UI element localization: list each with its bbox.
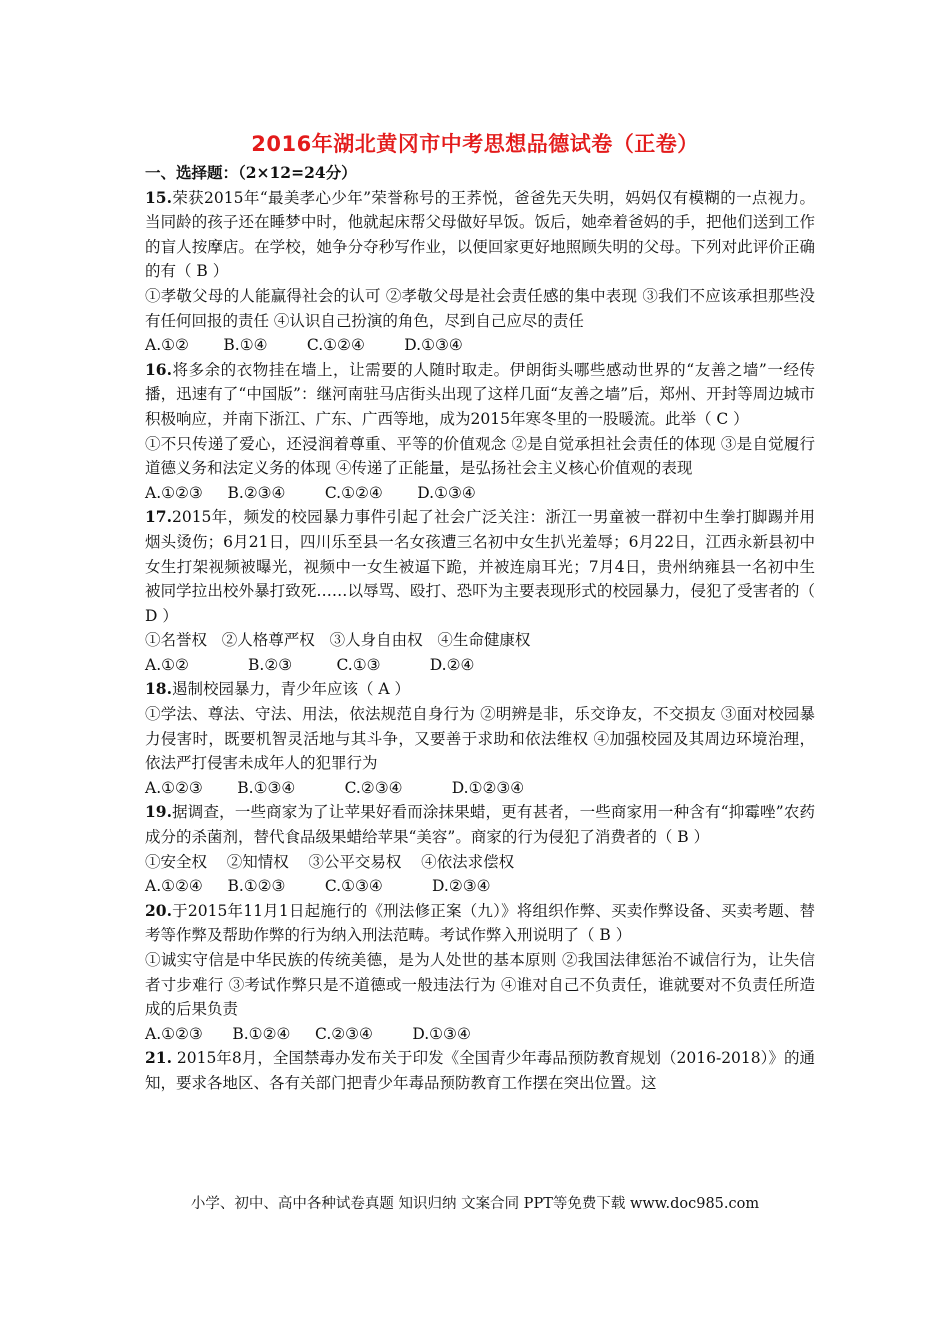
question-stem: 据调查，一些商家为了让苹果好看而涂抹果蜡，更有甚者，一些商家用一种含有“抑霉唑”农药成分的杀菌剂，替代食品级果蜡给苹果“美容”。商家的行为侵犯了消费者的（ B ） xyxy=(145,803,815,847)
question-statements: ①诚实守信是中华民族的传统美德，是为人处世的基本原则 ②我国法律惩治不诚信行为，让失信者寸步难行 ③考试作弊只是不道德或一般违法行为 ④谁对自己不负责任，谁就要对不负责任所造成的后果负责 xyxy=(145,951,815,1019)
question-stem: 于2015年11月1日起施行的《刑法修正案（九）》将组织作弊、买卖作弊设备、买卖考题、替考等作弊及帮助作弊的行为纳入刑法范畴。考试作弊入刑说明了（ B ） xyxy=(145,901,815,945)
question-options: A.①②③ B.①③④ C.②③④ D.①②③④ xyxy=(145,778,525,797)
question-statements: ①孝敬父母的人能赢得社会的认可 ②孝敬父母是社会责任感的集中表现 ③我们不应该承担那些没有任何回报的责任 ④认识自己扮演的角色，尽到自己应尽的责任 xyxy=(145,286,815,330)
question-16 xyxy=(145,358,815,506)
question-number: 19. xyxy=(145,802,172,822)
question-stem: 2015年，频发的校园暴力事件引起了社会广泛关注：浙江一男童被一群初中生拳打脚踢并用烟头烫伤；6月21日，四川乐至县一名女孩遭三名初中女生扒光羞辱；6月22日，江西永新县初中女生打架视频被曝光，视频中一女生被逼下跪，并被连扇耳光；7月4日，贵州纳雍县一名初中生被同学拉出校外暴打致死……以辱骂、殴打、恐吓为主要表现形式的校园暴力，侵犯了受害者的（ D ） xyxy=(145,508,815,625)
page-footer: 小学、初中、高中各种试卷真题 知识归纳 文案合同 PPT等免费下载 www.doc985.com xyxy=(190,1196,760,1212)
section-heading: 一、选择题：（2×12=24分） xyxy=(145,163,357,182)
question-number: 20. xyxy=(145,900,172,920)
question-statements: ①安全权 ②知情权 ③公平交易权 ④依法求偿权 xyxy=(145,852,515,871)
question-19 xyxy=(145,800,815,898)
question-18 xyxy=(145,677,815,800)
question-stem: 荣获2015年“最美孝心少年”荣誉称号的王荞悦，爸爸先天失明，妈妈仅有模糊的一点视力。当同龄的孩子还在睡梦中时，他就起床帮父母做好早饭。饭后，她牵着爸妈的手，把他们送到工作的盲人按摩店。在学校，她争分夺秒写作业，以便回家更好地照顾失明的父母。下列对此评价正确的有（ B ） xyxy=(145,188,815,281)
question-number: 18. xyxy=(145,679,172,699)
question-stem: 将多余的衣物挂在墙上，让需要的人随时取走。伊朗街头哪些感动世界的“友善之墙”一经传播，迅速有了“中国版”：继河南驻马店街头出现了这样几面“友善之墙”后，郑州、开封等周边城市积极响应，并南下浙江、广东、广西等地，成为2015年寒冬里的一股暖流。此举（ C ） xyxy=(145,360,815,428)
question-options: A.①② B.②③ C.①③ D.②④ xyxy=(145,655,475,674)
question-statements: ①名誉权 ②人格尊严权 ③人身自由权 ④生命健康权 xyxy=(145,631,531,650)
page-title: 2016年湖北黄冈市中考思想品德试卷（正卷） xyxy=(251,132,699,156)
question-statements: ①不只传递了爱心，还浸润着尊重、平等的价值观念 ②是自觉承担社会责任的体现 ③是自觉履行道德义务和法定义务的体现 ④传递了正能量，是弘扬社会主义核心价值观的表现 xyxy=(145,434,815,478)
question-15 xyxy=(145,186,815,358)
question-stem: 遏制校园暴力，青少年应该（ A ） xyxy=(171,680,411,699)
question-statements: ①学法、尊法、守法、用法，依法规范自身行为 ②明辨是非，乐交诤友，不交损友 ③面对校园暴力侵害时，既要机智灵活地与其斗争，又要善于求助和依法维权 ④加强校园及其周边环境治理，依法严打侵害未成年人的犯罪行为 xyxy=(145,705,815,773)
question-options: A.①② B.①④ C.①②④ D.①③④ xyxy=(145,336,463,355)
question-17 xyxy=(145,505,815,677)
exam-content xyxy=(145,161,815,1096)
question-20 xyxy=(145,899,815,1047)
question-21 xyxy=(145,1046,815,1095)
question-number: 17. xyxy=(145,507,172,527)
question-stem: 2015年8月，全国禁毒办发布关于印发《全国青少年毒品预防教育规划（2016-2018）》的通知，要求各地区、各有关部门把青少年毒品预防教育工作摆在突出位置。这 xyxy=(145,1049,815,1092)
question-number: 15. xyxy=(145,187,172,207)
question-options: A.①②③ B.①②④ C.②③④ D.①③④ xyxy=(145,1024,471,1043)
question-number: 21. xyxy=(145,1048,172,1068)
question-number: 16. xyxy=(145,359,172,379)
question-options: A.①②③ B.②③④ C.①②④ D.①③④ xyxy=(145,483,476,502)
question-options: A.①②④ B.①②③ C.①③④ D.②③④ xyxy=(145,877,491,896)
